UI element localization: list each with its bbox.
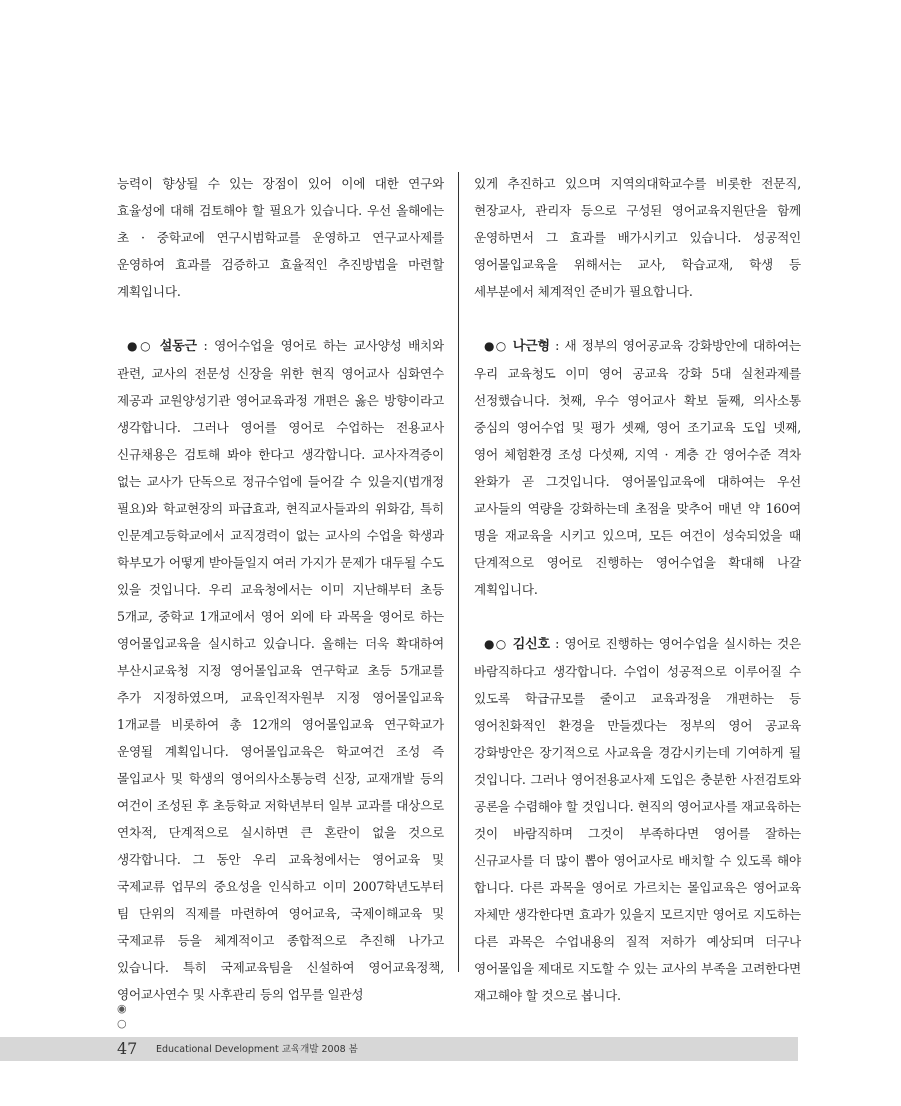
page-number: 47 [117, 1039, 138, 1058]
column-divider [458, 172, 459, 972]
speaker-paragraph-seol [117, 332, 444, 1008]
journal-title: Educational Development 교육개발 2008 봄 [156, 1044, 358, 1055]
speaker-paragraph-kim [474, 630, 801, 1009]
paragraph-gap [117, 305, 444, 332]
speaker-text: : 영어로 진행하는 영어수업을 실시하는 것은 바람직하다고 생각합니다. 수업이 성공적으로 이루어질 수 있도록 학급규모를 줄이고 교육과정을 개편하는 등 영어친화적인 환경을 만들겠다는 정부의 영어 공교육 강화방안은 장기적으로 사교육을 경감시키는데 기여하게 될 것입니다. 그러나 영어전용교사제 도입은 충분한 사전검토와 공론을 수렴해야 할 것입니다. 현직의 영어교사를 재교육하는 것이 바람직하며 그것이 부족하다면 영어를 잘하는 신규교사를 더 많이 뽑아 영어교사로 배치할 수 있도록 해야 합니다. 다른 과목을 영어로 가르치는 몰입교육은 영어교육 자체만 생각한다면 효과가 있을지 모르지만 영어로 지도하는 다른 과목은 수업내용의 질적 저하가 예상되며 더구나 영어몰입을 제대로 지도할 수 있는 교사의 부족을 고려한다면 재고해야 할 것으로 봅니다. [474, 636, 801, 1003]
bullet-icon: ●○ [127, 339, 154, 353]
speaker-paragraph-na [474, 332, 801, 603]
speaker-text: : 영어수업을 영어로 하는 교사양성 배치와 관련, 교사의 전문성 신장을 위한 현직 영어교사 심화연수 제공과 교원양성기관 영어교육과정 개편은 옳은 방향이라고 생각합니다. 그러나 영어를 영어로 수업하는 전용교사 신규채용은 검토해 봐야 한다고 생각합니다. 교사자격증이 없는 교사가 단독으로 정규수업에 들어갈 수 있을지(법개정 필요)와 학교현장의 파급효과, 현직교사들과의 위화감, 특히 인문계고등학교에서 교직경력이 없는 교사의 수업을 학생과 학부모가 어떻게 받아들일지 여러 가지가 문제가 대두될 수도 있을 것입니다. 우리 교육청에서는 이미 지난해부터 초등 5개교, 중학교 1개교에서 영어 외에 타 과목을 영어로 하는 영어몰입교육을 실시하고 있습니다. 올해는 더욱 확대하여 부산시교육청 지정 영어몰입교육 연구학교 초등 5개교를 추가 지정하였으며, 교육인적자원부 지정 영어몰입교육 1개교를 비롯하여 총 12개의 영어몰입교육 연구학교가 운영될 계획입니다. 영어몰입교육은 학교여건 조성 즉 몰입교사 및 학생의 영어의사소통능력 신장, 교재개발 등의 여건이 조성된 후 초등학교 저학년부터 일부 교과를 대상으로 연차적, 단계적으로 실시하면 큰 혼란이 없을 것으로 생각합니다. 그 동안 우리 교육청에서는 영어교육 및 국제교류 업무의 중요성을 인식하고 이미 2007학년도부터 팀 단위의 직제를 마련하여 영어교육, 국제이해교육 및 국제교류 등을 체계적이고 종합적으로 추진해 나가고 있습니다. 특히 국제교육팀을 신설하여 영어교육정책, 영어교사연수 및 사후관리 등의 업무를 일관성 [117, 338, 445, 1002]
speaker-name: 김신호 [512, 637, 550, 652]
bullet-icon: ●○ [484, 339, 508, 353]
paragraph-gap [474, 305, 801, 332]
empty-circle-icon: ○ [117, 1017, 127, 1030]
left-intro-paragraph: 능력이 향상될 수 있는 장점이 있어 이에 대한 연구와 효율성에 대해 검토해야 할 필요가 있습니다. 우선 올해에는 초 · 중학교에 연구시범학교를 운영하고 연구교사제를 운영하여 효과를 검증하고 효율적인 추진방법을 마련할 계획입니다. [117, 176, 444, 299]
speaker-text: : 새 정부의 영어공교육 강화방안에 대하여는 우리 교육청도 이미 영어 공교육 강화 5대 실천과제를 선정했습니다. 첫째, 우수 영어교사 확보 둘째, 의사소통 중심의 영어수업 및 평가 셋째, 영어 조기교육 도입 넷째, 영어 체험환경 조성 다섯째, 지역 · 계층 간 영어수준 격차 완화가 곧 그것입니다. 영어몰입교육에 대하여는 우선 교사들의 역량을 강화하는데 초점을 맞추어 매년 약 160여 명을 재교육을 시키고 있으며, 모든 여건이 성숙되었을 때 단계적으로 영어로 진행하는 영어수업을 확대해 나갈 계획입니다. [474, 338, 801, 597]
filled-circle-icon: ◉ [117, 1002, 127, 1015]
bullet-icon: ●○ [484, 637, 508, 651]
speaker-name: 나근형 [512, 339, 550, 354]
speaker-name: 설동근 [159, 339, 197, 354]
right-intro-paragraph: 있게 추진하고 있으며 지역의대학교수를 비롯한 전문직, 현장교사, 관리자 등으로 구성된 영어교육지원단을 함께 운영하면서 그 효과를 배가시키고 있습니다. 성공적인 영어몰입교육을 위해서는 교사, 학습교재, 학생 등 세부분에서 체계적인 준비가 필요합니다. [474, 176, 801, 299]
paragraph-gap [474, 603, 801, 630]
right-column [474, 170, 801, 1009]
left-column [117, 170, 444, 1008]
